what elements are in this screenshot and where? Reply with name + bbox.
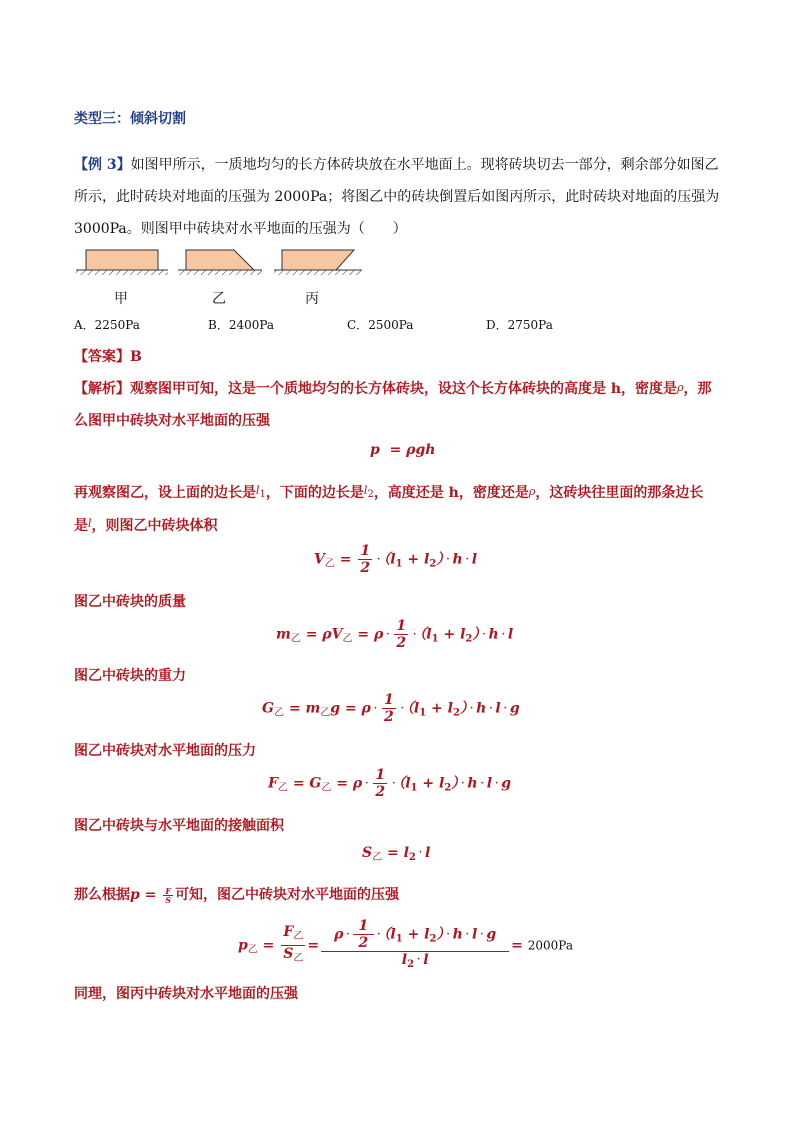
example-tag: 【例 3】 bbox=[74, 157, 131, 173]
answer-line bbox=[74, 346, 142, 366]
analysis-line-3: 再观察图乙，设上面的边长是$^{l1}$，下面的边长是$^{l2}$，高度还是 h，密度还是ρ，这砖块往里面的那条边长 bbox=[74, 484, 704, 501]
option-a: A．2250Pa bbox=[74, 318, 140, 332]
label-area: 图乙中砖块与水平地面的接触面积 bbox=[74, 818, 284, 834]
label-mass: 图乙中砖块的质量 bbox=[74, 594, 186, 610]
analysis-tag: 【解析】 bbox=[74, 381, 130, 397]
example-line-2: 所示，此时砖块对地面的压强为 2000Pa；将图乙中的砖块倒置后如图丙所示，此时砖块对地面的压强为 bbox=[74, 189, 720, 205]
formula-force: $F_乙 = G_乙 = \rho$ · $\frac{1}{2}$ · $(l_1 + l_2) \cdot h \cdot l \cdot g$ bbox=[268, 767, 512, 800]
option-d: D．2750Pa bbox=[486, 318, 553, 332]
label-weight: 图乙中砖块的重力 bbox=[74, 668, 186, 684]
figure-label-jia: 甲 bbox=[114, 291, 128, 307]
figure-label-bing: 丙 bbox=[305, 291, 319, 307]
symbol-l1: l1 bbox=[256, 484, 266, 500]
brick-figures bbox=[74, 246, 364, 280]
section-title: 类型三：倾斜切割 bbox=[74, 111, 186, 127]
formula-p-jia: p = ρgh bbox=[370, 442, 436, 458]
formula-mass: $m_乙 = \rho V_乙 = \rho$ · $\frac{1}{2}$ · $(l_1 + l_2) \cdot h \cdot l$ bbox=[276, 618, 514, 651]
inline-formula: p = $\frac{F}{S}$ bbox=[130, 885, 172, 905]
formula-pressure: $p_乙$ = $\frac{F_乙}{S_乙}$ = ρ · $\frac{1}{2}$ · $(l_1 + l_2) \cdot h \cdot l \cdot g$ $l_2 \cdot l$ = 2000Pa bbox=[238, 918, 573, 970]
analysis-line-by: 那么根据p = $\frac{F}{S}$ 可知，图乙中砖块对水平地面的压强 bbox=[74, 885, 400, 905]
figure-bing bbox=[274, 250, 362, 275]
analysis-line-2: 么图甲中砖块对水平地面的压强 bbox=[74, 413, 270, 429]
analysis-line-4: 是$^l$，则图乙中砖块体积 bbox=[74, 517, 218, 534]
example-text-1: 如图甲所示，一质地均匀的长方体砖块放在水平地面上。现将砖块切去一部分，剩余部分如图乙 bbox=[130, 157, 719, 173]
figure-label-yi: 乙 bbox=[212, 291, 226, 307]
result-value: 2000Pa bbox=[527, 938, 573, 953]
rho-symbol: ρ bbox=[677, 381, 684, 394]
analysis-last-line: 同理，图丙中砖块对水平地面的压强 bbox=[74, 986, 298, 1002]
option-c: C．2500Pa bbox=[347, 318, 414, 332]
figure-jia bbox=[76, 250, 168, 275]
answer-tag: 【答案】 bbox=[74, 349, 130, 365]
formula-weight: $G_乙 = m_乙g = \rho$ · $\frac{1}{2}$ · $(l_1 + l_2) \cdot h \cdot l \cdot g$ bbox=[262, 692, 520, 725]
label-force: 图乙中砖块对水平地面的压力 bbox=[74, 743, 256, 759]
example-line-3: 3000Pa。则图甲中砖块对水平地面的压强为（ ） bbox=[74, 221, 407, 237]
formula-area: $S_乙 = l_2 \cdot l$ bbox=[362, 845, 431, 863]
formula-volume: $V_乙$ = $\frac{1}{2}$ · $(l_1 + l_2) \cdot h \cdot l$ bbox=[314, 543, 478, 576]
option-b: B．2400Pa bbox=[208, 318, 275, 332]
analysis-line-1: 【解析】观察图甲可知，这是一个质地均匀的长方体砖块，设这个长方体砖块的高度是 h，密度是ρ，那 bbox=[74, 381, 712, 397]
symbol-l2: l2 bbox=[363, 484, 374, 500]
figure-yi bbox=[178, 250, 262, 275]
example-line-1 bbox=[74, 154, 719, 174]
symbol-l: l bbox=[88, 517, 92, 530]
rho-symbol-2: ρ bbox=[528, 485, 536, 498]
answer-value: B bbox=[130, 349, 142, 365]
